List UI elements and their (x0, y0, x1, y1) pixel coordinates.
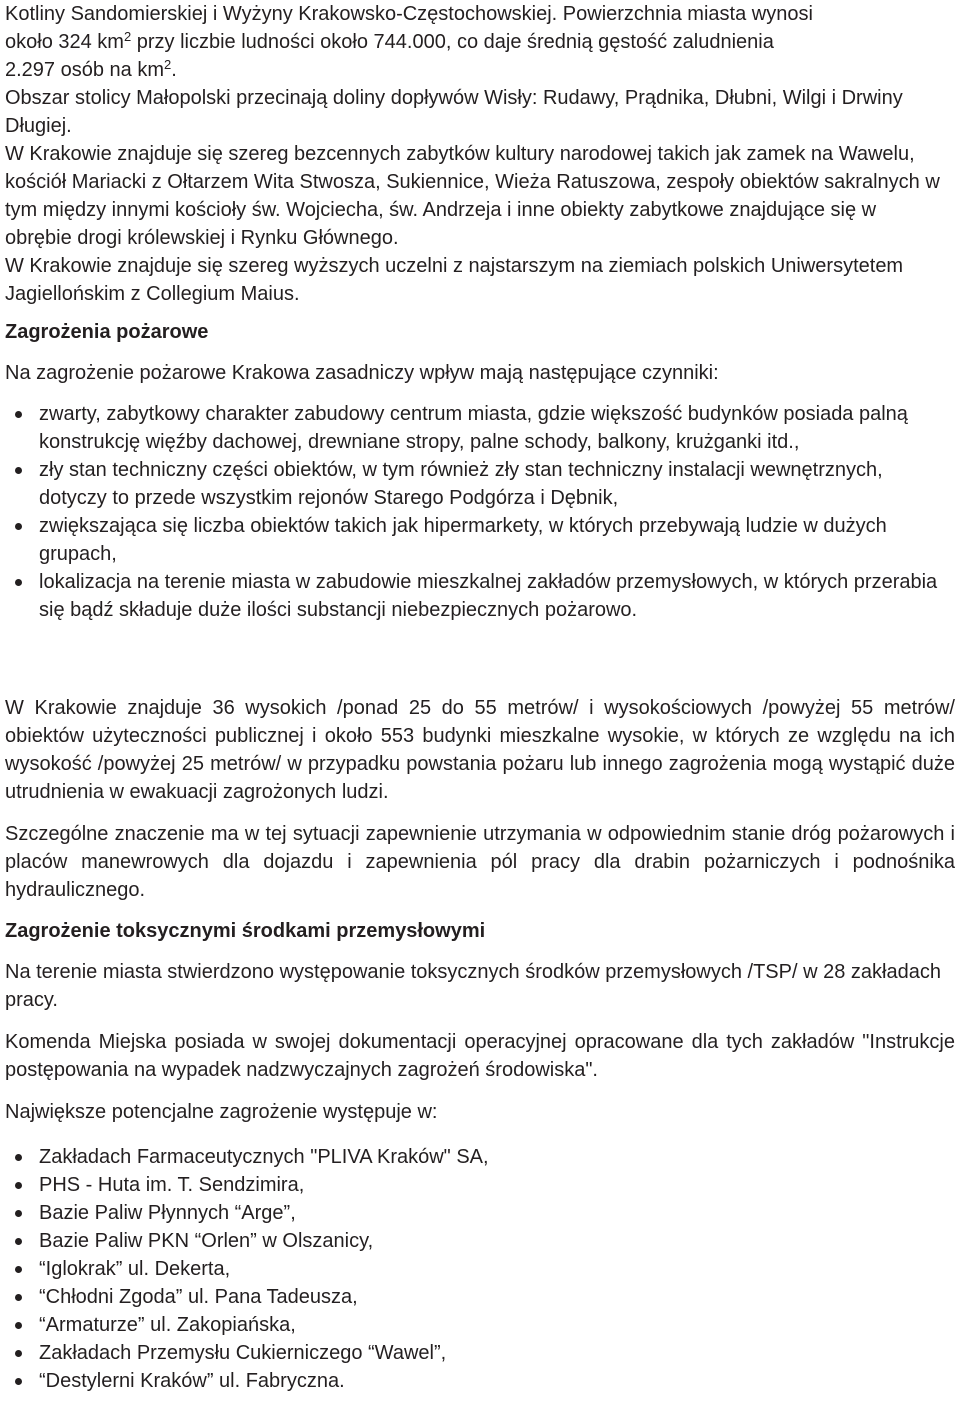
monuments-paragraph: W Krakowie znajduje się szereg bezcennych zabytków kultury narodowej takich jak zamek na Wawelu, kościół Mariacki z Ołtarzem Wita Stwosza, Sukiennice, Wieża Ratuszowa, zespoły obiektów sakralnych w tym między innymi kościoły św. Wojciecha, św. Andrzeja i inne obiekty zabytkowe znajdujące się w obrębie drogi królewskiej i Rynku Głównego. (5, 143, 940, 249)
list-item: Bazie Paliw PKN “Orlen” w Olszanicy, (5, 1227, 955, 1255)
document-page (5, 0, 955, 1395)
documentation-paragraph: Komenda Miejska posiada w swojej dokumentacji operacyjnej opracowane dla tych zakładów "Instrukcje postępowania na wypadek nadzwyczajnych zagrożeń środowiska". (5, 1031, 955, 1081)
tsp-paragraph: Na terenie miasta stwierdzono występowanie toksycznych środków przemysłowych /TSP/ w 28 zakładach pracy. (5, 961, 941, 1011)
roads-paragraph: Szczególne znaczenie ma w tej sytuacji zapewnienie utrzymania w odpowiednim stanie dróg pożarowych i placów manewrowych dla dojazdu i zapewnienia pól pracy dla drabin pożarniczych i podnośnika hydraulicznego. (5, 823, 955, 901)
intro-line-2: około 324 $km^2$ przy liczbie ludności około 744.000, co daje średnią gęstość zaludnienia (5, 29, 774, 53)
rivers-paragraph: Obszar stolicy Małopolski przecinają doliny dopływów Wisły: Rudawy, Prądnika, Dłubni, Wilgi i Drwiny Długiej. (5, 87, 903, 137)
list-item: “Chłodni Zgoda” ul. Pana Tadeusza, (5, 1283, 955, 1311)
list-item: “Iglokrak” ul. Dekerta, (5, 1255, 955, 1283)
list-item: zły stan techniczny części obiektów, w tym również zły stan techniczny instalacji wewnętrznych, dotyczy to przede wszystkim rejonów Starego Podgórza i Dębnik, (5, 456, 940, 512)
fire-heading: Zagrożenia pożarowe (5, 321, 209, 343)
toxic-heading: Zagrożenie toksycznymi środkami przemysłowymi (5, 920, 486, 942)
fire-factors-list (5, 400, 940, 624)
list-item: Zakładach Farmaceutycznych "PLIVA Kraków" SA, (5, 1143, 955, 1171)
list-item: “Destylerni Kraków” ul. Fabryczna. (5, 1367, 955, 1395)
sites-lead: Największe potencjalne zagrożenie występuje w: (5, 1101, 438, 1123)
list-item: Zakładach Przemysłu Cukierniczego “Wawel”, (5, 1339, 955, 1367)
list-item: zwarty, zabytkowy charakter zabudowy centrum miasta, gdzie większość budynków posiada palną konstrukcję więźby dachowej, drewniane stropy, palne schody, balkony, krużganki itd., (5, 400, 940, 456)
list-item: zwiększająca się liczba obiektów takich jak hipermarkety, w których przebywają ludzie w dużych grupach, (5, 512, 940, 568)
fire-lead: Na zagrożenie pożarowe Krakowa zasadniczy wpływ mają następujące czynniki: (5, 362, 719, 384)
intro-line-3: 2.297 osób na $km^2$. (5, 57, 177, 81)
intro-section (5, 0, 955, 308)
list-item: PHS - Huta im. T. Sendzimira, (5, 1171, 955, 1199)
highrise-paragraph: W Krakowie znajduje 36 wysokich /ponad 25 do 55 metrów/ i wysokościowych /powyżej 55 metrów/ obiektów użyteczności publicznej i około 553 budynki mieszkalne wysokie, w których ze względu na ich wysokość /powyżej 25 metrów/ w przypadku powstania pożaru lub innego zagrożenia mogą wystąpić duże utrudnienia w ewakuacji zagrożonych ludzi. (5, 697, 955, 803)
toxic-sites-list (5, 1143, 955, 1395)
universities-paragraph: W Krakowie znajduje się szereg wyższych uczelni z najstarszym na ziemiach polskich Uniwersytetem Jagiellońskim z Collegium Maius. (5, 255, 904, 305)
list-item: Bazie Paliw Płynnych “Arge”, (5, 1199, 955, 1227)
list-item: lokalizacja na terenie miasta w zabudowie mieszkalnej zakładów przemysłowych, w których przerabia się bądź składuje duże ilości substancji niebezpiecznych pożarowo. (5, 568, 940, 624)
intro-line-1: Kotliny Sandomierskiej i Wyżyny Krakowsko-Częstochowskiej. Powierzchnia miasta wynosi (5, 3, 813, 25)
list-item: “Armaturze” ul. Zakopiańska, (5, 1311, 955, 1339)
